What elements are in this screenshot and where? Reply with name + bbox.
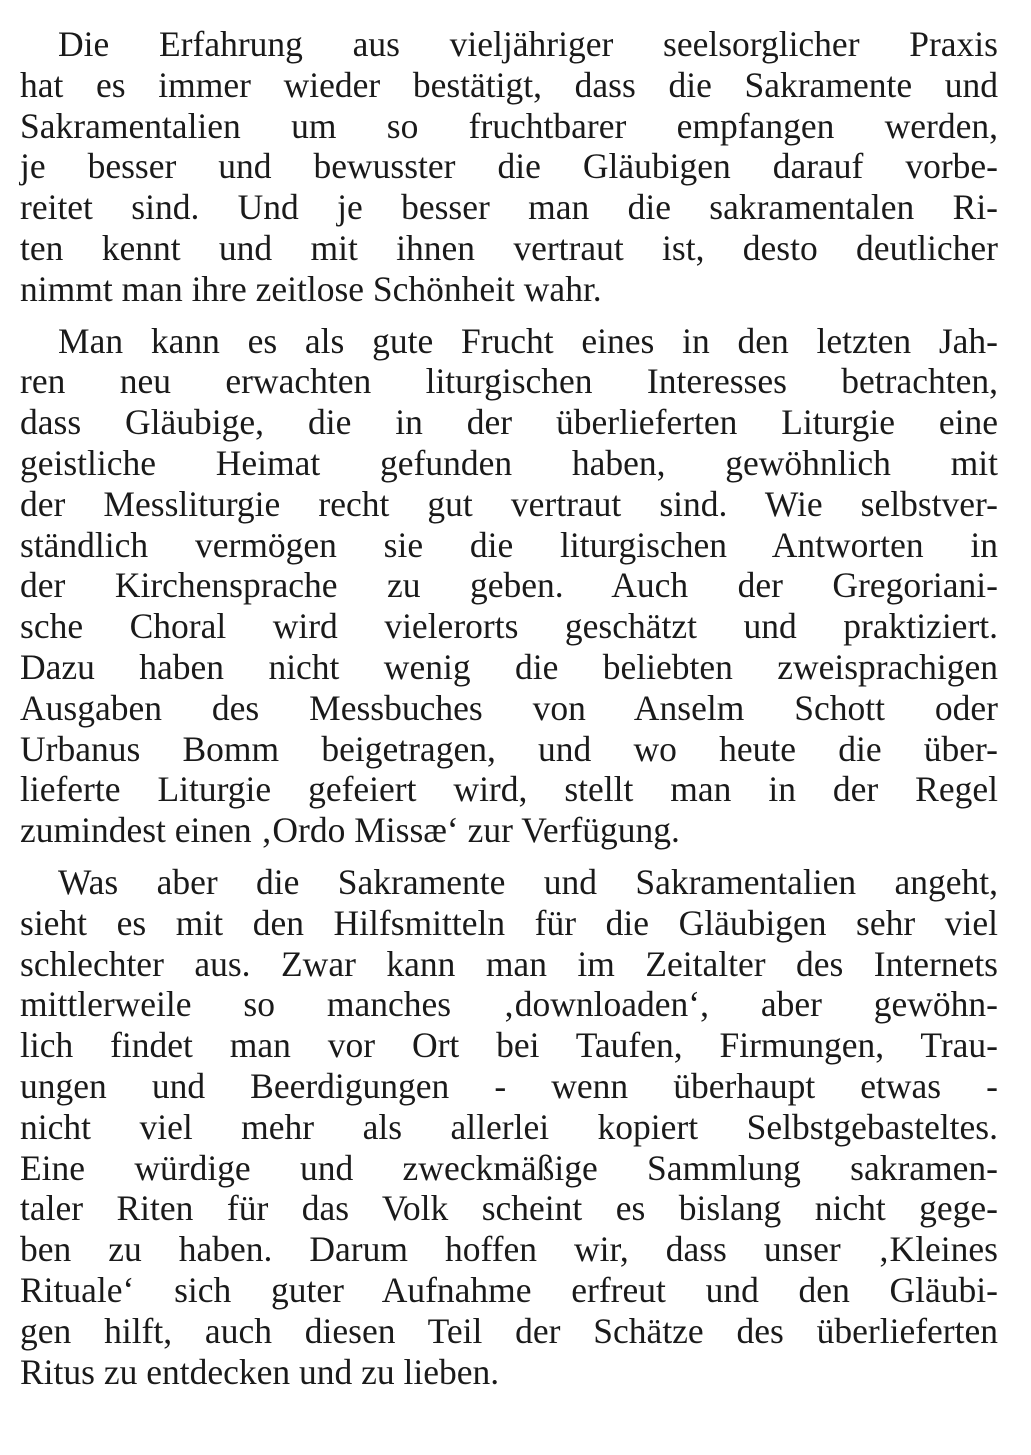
text-line: Man kann es als gute Frucht eines in den letzten Jah- bbox=[58, 320, 998, 361]
text-line: taler Riten für das Volk scheint es bislang nicht gege- bbox=[20, 1188, 998, 1229]
text-line: dass Gläubige, die in der überlieferten Liturgie eine bbox=[20, 402, 998, 443]
text-line: je besser und bewusster die Gläubigen darauf vorbe- bbox=[20, 146, 998, 187]
text-line: ständlich vermögen sie die liturgischen Antworten in bbox=[20, 524, 998, 565]
text-line: sieht es mit den Hilfsmitteln für die Gläubigen sehr viel bbox=[20, 902, 998, 943]
text-line: Ausgaben des Messbuches von Anselm Schott oder bbox=[20, 687, 998, 728]
text-line: geistliche Heimat gefunden haben, gewöhnlich mit bbox=[20, 442, 998, 483]
text-line: sche Choral wird vielerorts geschätzt und praktiziert. bbox=[20, 606, 998, 647]
paragraph-1 bbox=[20, 24, 998, 310]
text-line: nimmt man ihre zeitlose Schönheit wahr. bbox=[20, 268, 602, 309]
paragraph-3 bbox=[20, 862, 998, 1392]
text-line: Dazu haben nicht wenig die beliebten zweisprachigen bbox=[20, 646, 998, 687]
text-line: gen hilft, auch diesen Teil der Schätze des überlieferten bbox=[20, 1310, 998, 1351]
text-line: Rituale‘ sich guter Aufnahme erfreut und den Gläubi- bbox=[20, 1269, 998, 1310]
text-line: Sakramentalien um so fruchtbarer empfangen werden, bbox=[20, 105, 998, 146]
text-line: zumindest einen ‚Ordo Missæ‘ zur Verfügung. bbox=[20, 810, 680, 851]
text-line: mittlerweile so manches ‚downloaden‘, aber gewöhn- bbox=[20, 984, 998, 1025]
text-line: ren neu erwachten liturgischen Interesses betrachten, bbox=[20, 361, 998, 402]
text-line: Die Erfahrung aus vieljähriger seelsorglicher Praxis bbox=[58, 24, 998, 64]
text-line: Ritus zu entdecken und zu lieben. bbox=[20, 1351, 500, 1392]
text-line: der Messliturgie recht gut vertraut sind. Wie selbstver- bbox=[20, 483, 998, 524]
text-line: Was aber die Sakramente und Sakramentalien angeht, bbox=[58, 861, 998, 902]
document-page bbox=[20, 24, 998, 1403]
paragraph-2 bbox=[20, 321, 998, 851]
text-line: lieferte Liturgie gefeiert wird, stellt man in der Regel bbox=[20, 769, 998, 810]
text-line: Eine würdige und zweckmäßige Sammlung sakramen- bbox=[20, 1147, 998, 1188]
text-line: lich findet man vor Ort bei Taufen, Firmungen, Trau- bbox=[20, 1025, 998, 1066]
text-line: reitet sind. Und je besser man die sakramentalen Ri- bbox=[20, 187, 998, 228]
text-line: ben zu haben. Darum hoffen wir, dass unser ‚Kleines bbox=[20, 1229, 998, 1270]
text-line: schlechter aus. Zwar kann man im Zeitalter des Internets bbox=[20, 943, 998, 984]
text-line: hat es immer wieder bestätigt, dass die Sakramente und bbox=[20, 64, 998, 105]
text-line: ungen und Beerdigungen - wenn überhaupt etwas - bbox=[20, 1065, 998, 1106]
text-line: ten kennt und mit ihnen vertraut ist, desto deutlicher bbox=[20, 227, 998, 268]
text-line: der Kirchensprache zu geben. Auch der Gregoriani- bbox=[20, 565, 998, 606]
text-line: Urbanus Bomm beigetragen, und wo heute die über- bbox=[20, 728, 998, 769]
text-line: nicht viel mehr als allerlei kopiert Selbstgebasteltes. bbox=[20, 1106, 998, 1147]
